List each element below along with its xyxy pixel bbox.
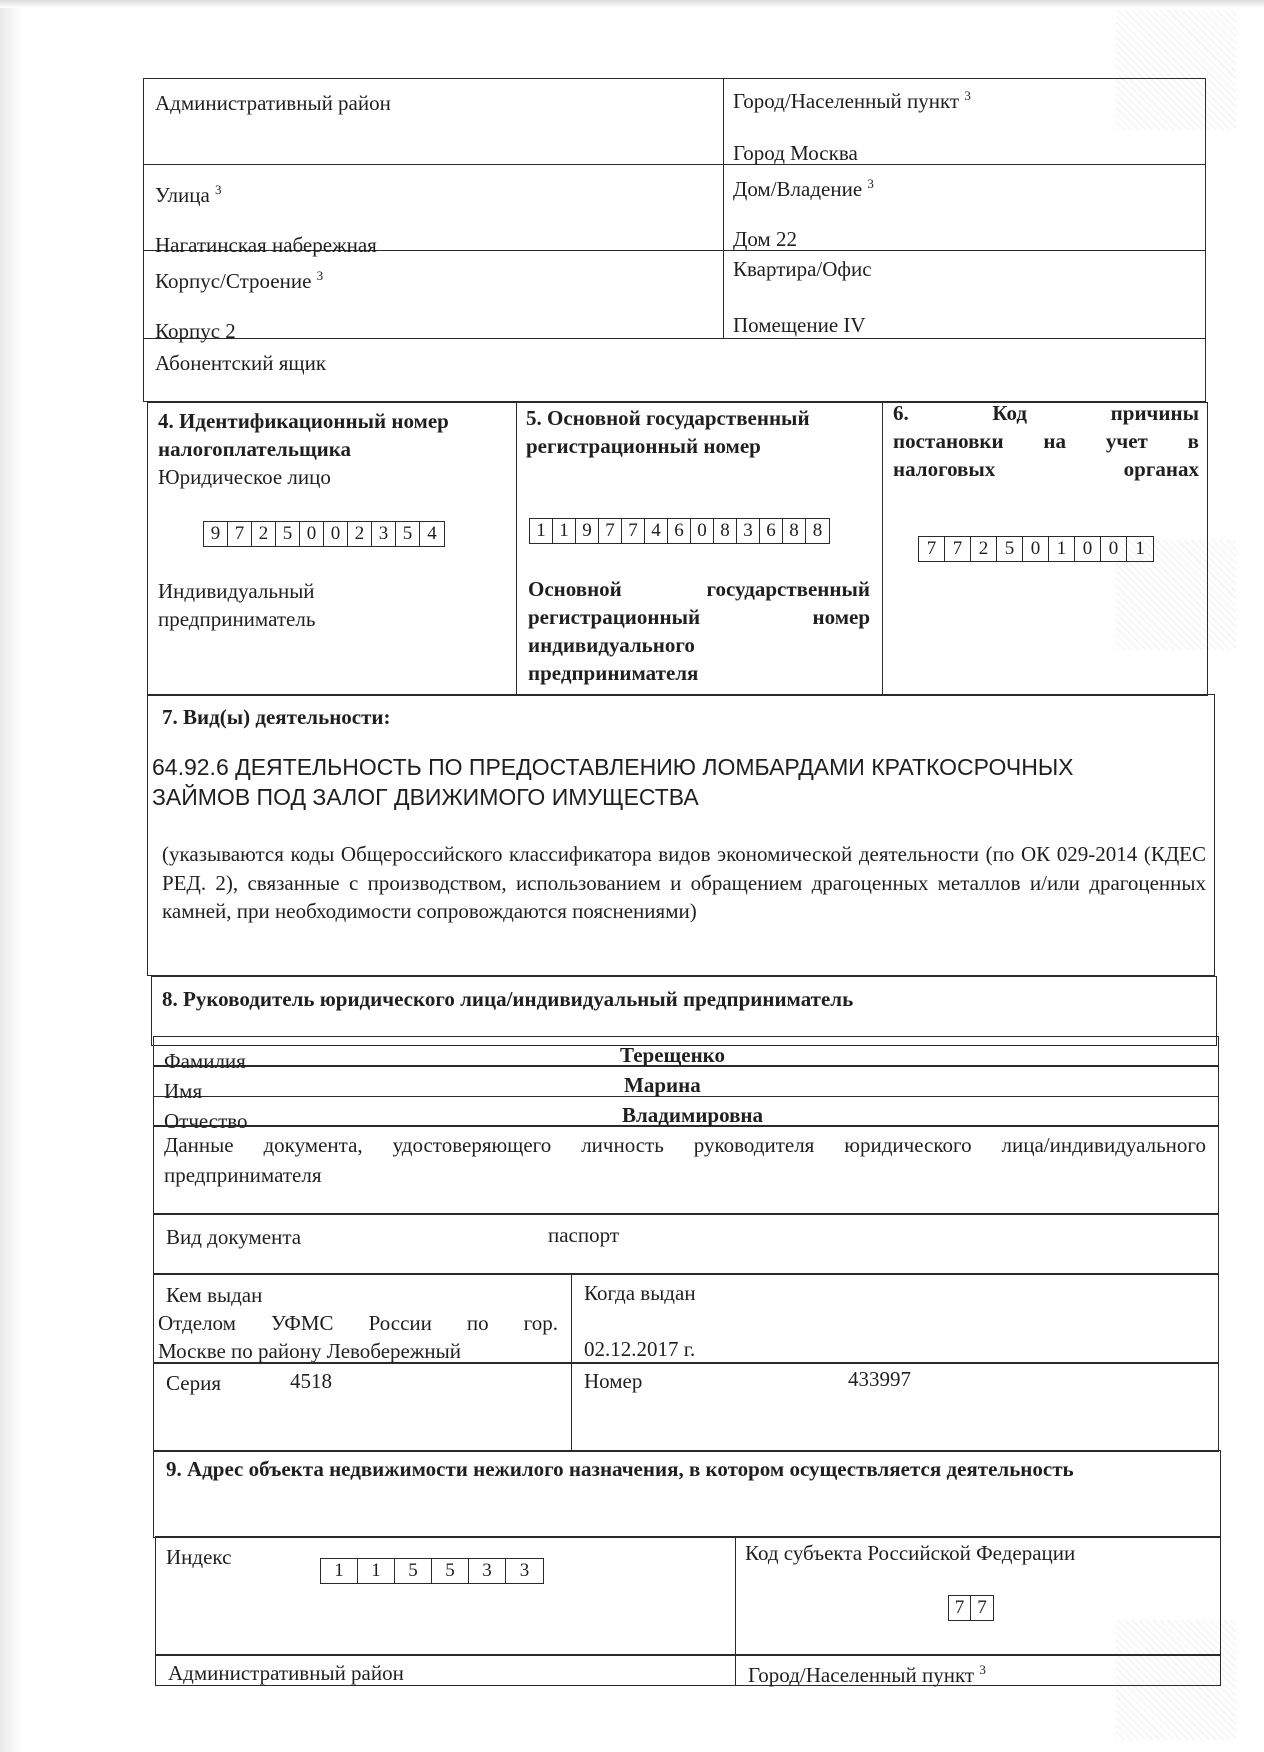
digit-cell: 4 — [645, 519, 668, 543]
kpp-digit-cells — [918, 536, 1154, 562]
surname-value: Терещенко — [620, 1043, 725, 1067]
kpp-title: постановки на учет в — [893, 429, 1199, 453]
digit-cell: 1 — [321, 1559, 358, 1583]
digit-cell: 7 — [949, 1596, 971, 1620]
inn-title: налогоплательщика — [158, 437, 352, 461]
digit-cell: 7 — [945, 537, 971, 561]
digit-cell: 7 — [919, 537, 945, 561]
digit-cell: 5 — [276, 522, 300, 546]
name-value: Марина — [624, 1073, 701, 1097]
series-value: 4518 — [290, 1369, 332, 1393]
city-value: Город Москва — [733, 141, 858, 165]
issued-when-label: Когда выдан — [584, 1281, 696, 1305]
kpp-title: 6. Код причины — [893, 401, 1199, 425]
building-value: Корпус 2 — [155, 319, 236, 343]
activity-value: 64.92.6 ДЕЯТЕЛЬНОСТЬ ПО ПРЕДОСТАВЛЕНИЮ ЛОМБАРДАМИ КРАТКОСРОЧНЫХ — [152, 754, 1074, 780]
digit-cell: 7 — [599, 519, 622, 543]
digit-cell: 0 — [300, 522, 324, 546]
number-label: Номер — [584, 1369, 643, 1393]
digit-cell: 0 — [1101, 537, 1127, 561]
column-divider — [882, 402, 883, 696]
inn-title: 4. Идентификационный номер — [158, 409, 449, 433]
digit-cell: 5 — [432, 1559, 469, 1583]
doc-data-label: Данные документа, удостоверяющего личность руководителя юридического лица/индивидуального предпринимателя — [164, 1133, 1206, 1187]
house-label: Дом/Владение $^3$ — [733, 176, 874, 201]
activity-title: 7. Вид(ы) деятельности: — [162, 705, 391, 729]
digit-cell: 6 — [668, 519, 691, 543]
digit-cell: 1 — [553, 519, 576, 543]
digit-cell: 1 — [530, 519, 553, 543]
doc-type-value: паспорт — [548, 1223, 620, 1247]
column-divider — [516, 402, 517, 696]
doc-type-row — [153, 1214, 1219, 1274]
surname-label: Фамилия — [164, 1049, 246, 1073]
activity-note: (указываются коды Общероссийского классификатора видов экономической деятельности (по ОК 029-2014 (КДЕС РЕД. 2), связанные с производством, использованием и обращением драгоценных металлов и/или драгоценных камней, при необходимости сопровождаются пояснениями) — [162, 842, 1206, 923]
admin-district-label: Административный район — [155, 91, 391, 115]
activity-value: ЗАЙМОВ ПОД ЗАЛОГ ДВИЖИМОГО ИМУЩЕСТВА — [152, 784, 699, 810]
ogrn-ip-title: регистрационный номер — [528, 605, 870, 629]
digit-cell: 7 — [977, 1597, 987, 1618]
issued-by-value: Отделом УФМС России по гор. — [158, 1311, 558, 1335]
digit-cell: 8 — [714, 519, 737, 543]
po-box-label: Абонентский ящик — [155, 351, 327, 375]
property-city-label: Город/Населенный пункт $^3$ — [748, 1662, 986, 1687]
street-value: Нагатинская набережная — [155, 233, 377, 257]
property-admin-district-label: Административный район — [168, 1661, 404, 1685]
digit-cell: 0 — [1023, 537, 1049, 561]
digit-cell: 9 — [576, 519, 599, 543]
digit-cell: 3 — [737, 519, 760, 543]
scan-edge-shadow — [0, 0, 22, 1752]
region-code-label: Код субъекта Российской Федерации — [745, 1541, 1076, 1565]
doc-type-label: Вид документа — [166, 1225, 302, 1249]
digit-cell: 7 — [622, 519, 645, 543]
row-divider — [143, 164, 1206, 165]
building-label: Корпус/Строение $^3$ — [155, 268, 324, 293]
column-divider — [723, 78, 724, 338]
digit-cell: 3 — [469, 1559, 506, 1583]
index-digit-cells — [320, 1558, 544, 1584]
head-title: 8. Руководитель юридического лица/индивидуальный предприниматель — [162, 987, 854, 1011]
ogrn-title: регистрационный номер — [526, 434, 761, 458]
ogrn-ip-title: предпринимателя — [528, 661, 699, 685]
scan-top-shadow — [0, 0, 1264, 8]
digit-cell: 5 — [997, 537, 1023, 561]
ogrn-ip-title: индивидуального — [528, 633, 695, 657]
digit-cell: 3 — [519, 1560, 530, 1581]
ogrn-title: 5. Основной государственный — [526, 406, 810, 430]
row-divider — [143, 338, 1206, 339]
legal-entity-label: Юридическое лицо — [158, 465, 331, 489]
street-label: Улица $^3$ — [155, 182, 222, 207]
number-value: 433997 — [848, 1367, 911, 1391]
issued-when-value: 02.12.2017 г. — [584, 1337, 696, 1361]
issued-by-value: Москве по району Левобережный — [158, 1339, 461, 1363]
city-label: Город/Населенный пункт $^3$ — [733, 88, 971, 113]
digit-cell: 2 — [252, 522, 276, 546]
property-title: 9. Адрес объекта недвижимости нежилого назначения, в котором осуществляется деятельность — [166, 1457, 1074, 1481]
digit-cell: 0 — [1075, 537, 1101, 561]
ogrn-ip-title: Основной государственный — [528, 577, 870, 601]
digit-cell: 8 — [783, 519, 806, 543]
digit-cell: 1 — [1049, 537, 1075, 561]
patronymic-value: Владимировна — [622, 1103, 764, 1127]
digit-cell: 5 — [396, 522, 420, 546]
series-label: Серия — [166, 1371, 221, 1395]
digit-cell: 2 — [348, 522, 372, 546]
digit-cell: 3 — [372, 522, 396, 546]
individual-label: Индивидуальный — [158, 579, 315, 603]
house-value: Дом 22 — [733, 227, 797, 251]
digit-cell: 8 — [812, 520, 823, 541]
individual-label: предприниматель — [158, 607, 316, 631]
kpp-title: налоговых органах — [893, 457, 1199, 481]
ogrn-digit-cells — [529, 518, 830, 544]
index-label: Индекс — [166, 1545, 232, 1569]
digit-cell: 1 — [358, 1559, 395, 1583]
digit-cell: 0 — [324, 522, 348, 546]
region-code-cells — [948, 1595, 994, 1621]
apartment-label: Квартира/Офис — [733, 257, 872, 281]
digit-cell: 2 — [971, 537, 997, 561]
name-label: Имя — [164, 1079, 203, 1103]
digit-cell: 5 — [395, 1559, 432, 1583]
digit-cell: 6 — [760, 519, 783, 543]
digit-cell: 9 — [204, 522, 228, 546]
apartment-value: Помещение IV — [733, 313, 866, 337]
patronymic-label: Отчество — [164, 1109, 248, 1133]
digit-cell: 1 — [1135, 538, 1145, 559]
digit-cell: 7 — [228, 522, 252, 546]
issued-by-label: Кем выдан — [166, 1283, 263, 1307]
activity-section — [147, 694, 1215, 976]
inn-digit-cells — [203, 521, 445, 547]
digit-cell: 0 — [691, 519, 714, 543]
digit-cell: 4 — [427, 523, 437, 544]
